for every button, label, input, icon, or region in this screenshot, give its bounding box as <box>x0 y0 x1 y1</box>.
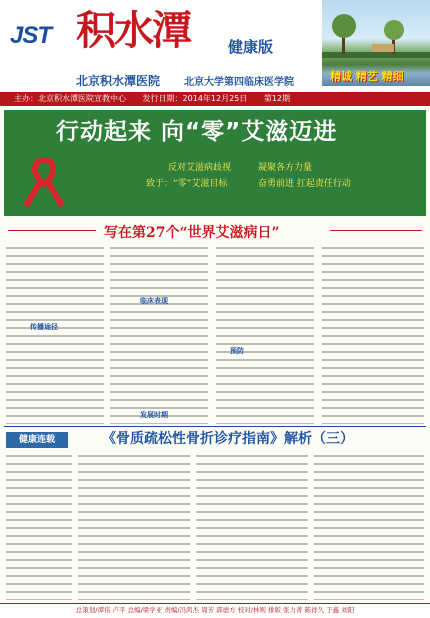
red-ribbon-icon <box>14 154 74 210</box>
slogan-1: 反对艾滋病歧视 <box>168 163 232 173</box>
section-heading-prevention: 预防 <box>230 347 244 355</box>
subhead-rule-right <box>330 230 422 231</box>
edition-label: 健康版 <box>228 38 274 56</box>
sponsor-text: 主办：北京积水潭医院宣教中心 <box>14 94 126 103</box>
subhead-rule-left <box>8 230 96 231</box>
issue-number: 第12期 <box>263 94 290 103</box>
hospital-name: 北京积水潭医院 <box>76 74 161 88</box>
article1-column-2 <box>110 244 208 424</box>
section-heading-symptoms: 临床表现 <box>140 297 168 305</box>
section-heading-transmission: 传播途径 <box>30 323 58 331</box>
article1-column-3 <box>216 244 314 424</box>
lead-subheadline: 写在第27个“世界艾滋病日” <box>104 225 280 241</box>
slogan-3: 致于：“零”艾滋目标 <box>146 179 228 189</box>
article1-column-4 <box>322 244 424 424</box>
serial-label: 健康连载 <box>6 432 68 448</box>
article2-column-3 <box>196 452 308 600</box>
lead-headline: 行动起来 向“零”艾滋迈进 <box>56 119 338 145</box>
slogan-4: 奋勇前进 扛起责任行动 <box>258 179 351 189</box>
article2-top-rule <box>4 426 426 427</box>
info-bar <box>0 92 430 106</box>
article1-column-1 <box>6 244 104 424</box>
masthead-slogan: 精诚 精艺 精细 <box>330 70 404 83</box>
hospital-subtitle: 北京大学第四临床医学院 <box>184 77 294 88</box>
jst-logo: JST <box>10 22 52 49</box>
issue-date: 发行日期：2014年12月25日 <box>142 94 248 103</box>
article2-column-2 <box>78 452 190 600</box>
paper-title: 积水潭 <box>76 7 190 54</box>
section-heading-development: 发展时期 <box>140 411 168 419</box>
article2-column-1 <box>6 452 72 600</box>
article2-title: 《骨质疏松性骨折诊疗指南》解析（三） <box>102 431 354 447</box>
footer-credits: 总策划/谭伟 卢平 总编/梁学亚 责编/冯鸿杰 周芳 郭德方 校对/林则 排版 张力菁 陈祥久 于鑫 刘阳 <box>0 603 430 618</box>
slogan-2: 凝聚各方力量 <box>258 163 313 173</box>
article2-column-4 <box>314 452 424 600</box>
